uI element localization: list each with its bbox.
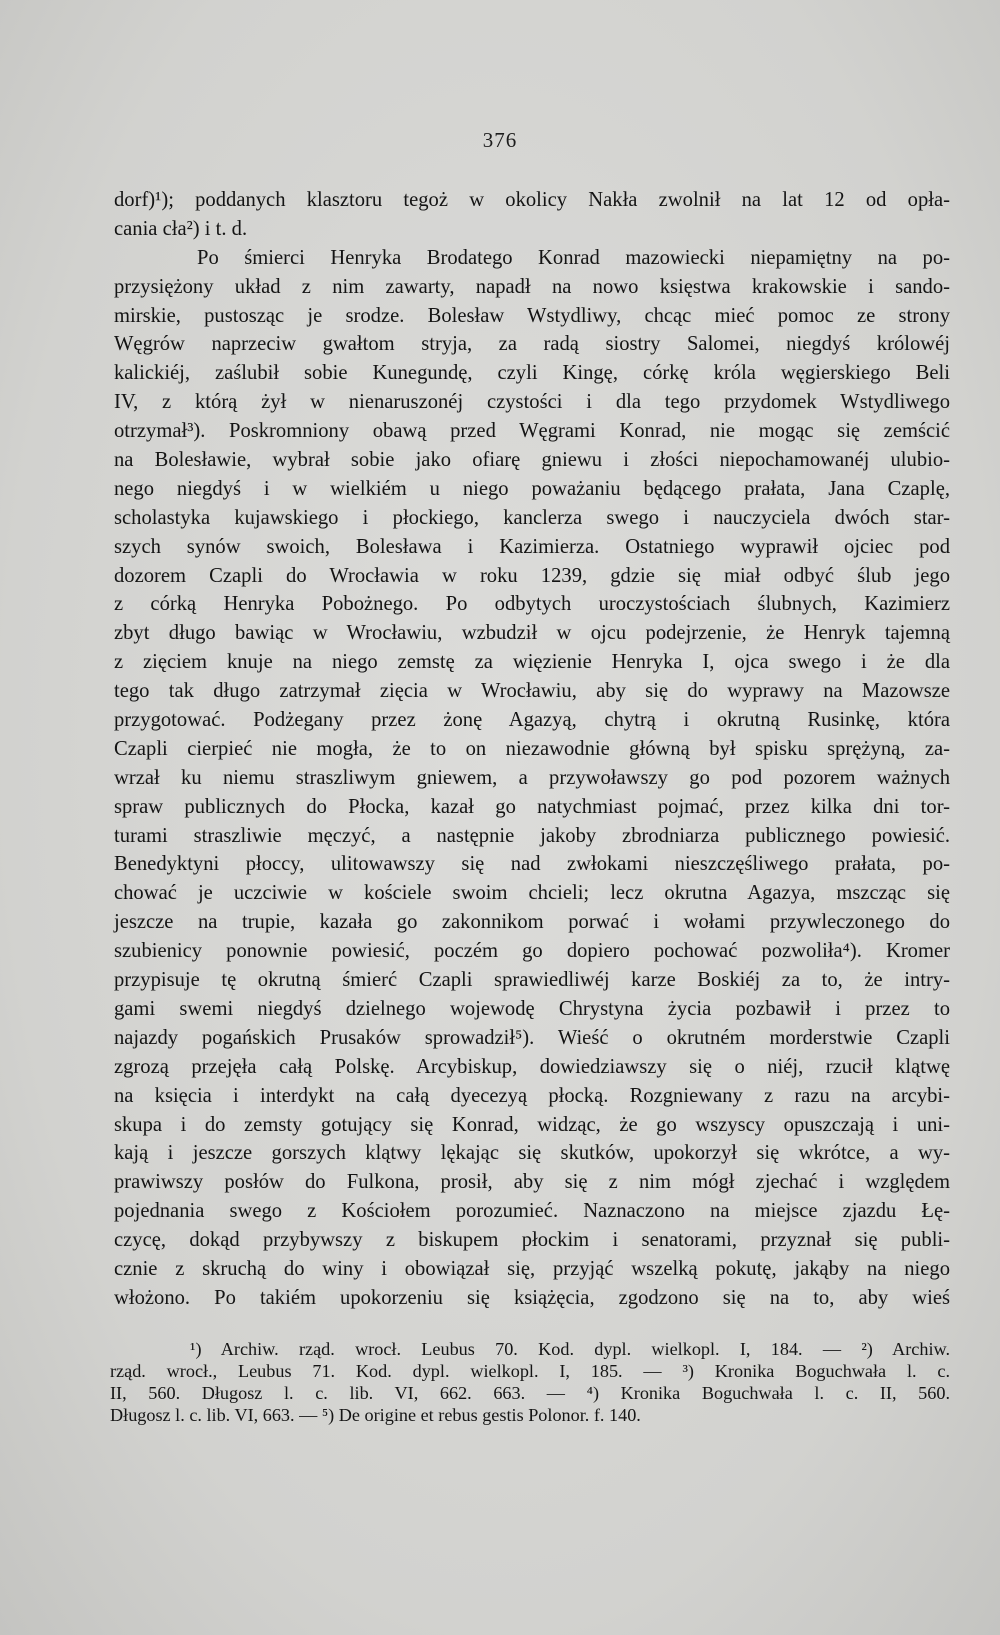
text-line: włożono. Po takiém upokorzeniu się książęcia, zgodzono się na to, aby wieś (114, 1286, 950, 1309)
text-line: cania cła²) i t. d. (114, 217, 248, 240)
text-line: wrzał ku niemu straszliwym gniewem, a przywoławszy go pod pozorem ważnych (114, 766, 950, 789)
text-line: Po śmierci Henryka Brodatego Konrad mazowiecki niepamiętny na po- (197, 246, 950, 269)
footnote-line: II, 560. Długosz l. c. lib. VI, 662. 663. — ⁴) Kronika Boguchwała l. c. II, 560. (110, 1383, 950, 1403)
text-line: przygotować. Podżegany przez żonę Agazyą, chytrą i okrutną Rusinkę, która (114, 709, 950, 732)
text-line: kają i jeszcze gorszych klątwy lękając się skutków, upokorzył się wkrótce, a wy- (114, 1142, 950, 1165)
text-line: skupa i do zemsty gotujący się Konrad, widząc, że go wszyscy opuszczają i uni- (114, 1113, 950, 1136)
text-line: na Bolesławie, wybrał sobie jako ofiarę gniewu i złości niepochamowanéj ulubio- (114, 449, 950, 472)
text-line: Benedyktyni płoccy, ulitowawszy się nad zwłokami nieszczęśliwego prałata, po- (114, 853, 950, 876)
text-line: turami straszliwie męczyć, a następnie jakoby zbrodniarza publicznego powiesić. (114, 824, 950, 847)
body-text (114, 186, 950, 1313)
text-line: scholastyka kujawskiego i płockiego, kanclerza swego i nauczyciela dwóch star- (114, 506, 950, 529)
text-line: przypisuje tę okrutną śmierć Czapli sprawiedliwéj karze Boskiéj za to, że intry- (114, 969, 950, 992)
footnote-line: ¹) Archiw. rząd. wrocł. Leubus 70. Kod. dypl. wielkopl. I, 184. — ²) Archiw. (190, 1339, 950, 1359)
text-line: nego niegdyś i w wielkiém u niego poważaniu będącego prałata, Jana Czaplę, (114, 477, 950, 500)
footnotes (110, 1338, 950, 1426)
text-line: z zięciem knuje na niego zemstę za więzienie Henryka I, ojca swego i że dla (114, 651, 950, 674)
text-line: najazdy pogańskich Prusaków sprowadził⁵). Wieść o okrutném morderstwie Czapli (114, 1026, 950, 1049)
text-line: zbyt długo bawiąc w Wrocławiu, wzbudził w ojcu podejrzenie, że Henryk tajemną (114, 622, 950, 645)
text-line: dorf)¹); poddanych klasztoru tegoż w okolicy Nakła zwolnił na lat 12 od opła- (114, 189, 950, 211)
text-line: otrzymał³). Poskromniony obawą przed Węgrami Konrad, nie mogąc się zemścić (114, 420, 950, 443)
footnote-line: rząd. wrocł., Leubus 71. Kod. dypl. wielkopl. I, 185. — ³) Kronika Boguchwała l. c. (110, 1361, 950, 1381)
text-line: szubienicy ponownie powiesić, poczém go dopiero pochować pozwoliła⁴). Kromer (114, 940, 950, 963)
text-line: jeszcze na trupie, kazała go zakonnikom porwać i wołami przywleczonego do (114, 911, 950, 934)
text-line: zgrozą przejęła całą Polskę. Arcybiskup, dowiedziawszy się o niéj, rzucił klątwę (114, 1055, 950, 1078)
text-line: prawiwszy posłów do Fulkona, prosił, aby się z nim mógł zjechać i względem (114, 1171, 950, 1194)
page-number: 376 (482, 128, 518, 152)
text-line: kalickiéj, zaślubił sobie Kunegundę, czyli Kingę, córkę króla węgierskiego Beli (114, 362, 950, 385)
text-line: pojednania swego z Kościołem porozumieć. Naznaczono na miejsce zjazdu Łę- (114, 1200, 950, 1223)
text-line: spraw publicznych do Płocka, kazał go natychmiast pojmać, przez kilka dni tor- (114, 795, 950, 818)
text-line: chować je uczciwie w kościele swoim chcieli; lecz okrutna Agazya, mszcząc się (114, 882, 950, 905)
text-line: Czapli cierpieć nie mogła, że to on niezawodnie główną był spisku sprężyną, za- (114, 737, 950, 760)
text-line: gami swemi niegdyś dzielnego wojewodę Chrystyna życia pozbawił i przez to (114, 997, 950, 1020)
text-line: IV, z którą żył w nienaruszonéj czystości i dla tego przydomek Wstydliwego (114, 391, 950, 414)
text-line: przysiężony układ z nim zawarty, napadł na nowo księstwa krakowskie i sando- (114, 275, 950, 298)
text-line: tego tak długo zatrzymał zięcia w Wrocławiu, aby się do wyprawy na Mazowsze (114, 680, 950, 703)
text-line: mirskie, pustosząc je srodze. Bolesław Wstydliwy, chcąc mieć pomoc ze strony (114, 304, 950, 327)
text-line: dozorem Czapli do Wrocławia w roku 1239, gdzie się miał odbyć ślub jego (114, 564, 950, 587)
text-line: na księcia i interdykt na całą dyecezyą płocką. Rozgniewany z razu na arcybi- (114, 1084, 950, 1107)
text-line: Węgrów naprzeciw gwałtom stryja, za radą siostry Salomei, niegdyś królowéj (114, 333, 950, 356)
footnote-line: Długosz l. c. lib. VI, 663. — ⁵) De origine et rebus gestis Polonor. f. 140. (110, 1405, 641, 1425)
text-line: czycę, dokąd przybywszy z biskupem płockim i senatorami, przyznał się publi- (114, 1229, 950, 1252)
text-line: szych synów swoich, Bolesława i Kazimierza. Ostatniego wyprawił ojciec pod (114, 535, 950, 558)
text-line: cznie z skruchą do winy i obowiązał się, przyjąć wszelką pokutę, jakąby na niego (114, 1257, 950, 1280)
text-line: z córką Henryka Pobożnego. Po odbytych uroczystościach ślubnych, Kazimierz (114, 593, 950, 616)
